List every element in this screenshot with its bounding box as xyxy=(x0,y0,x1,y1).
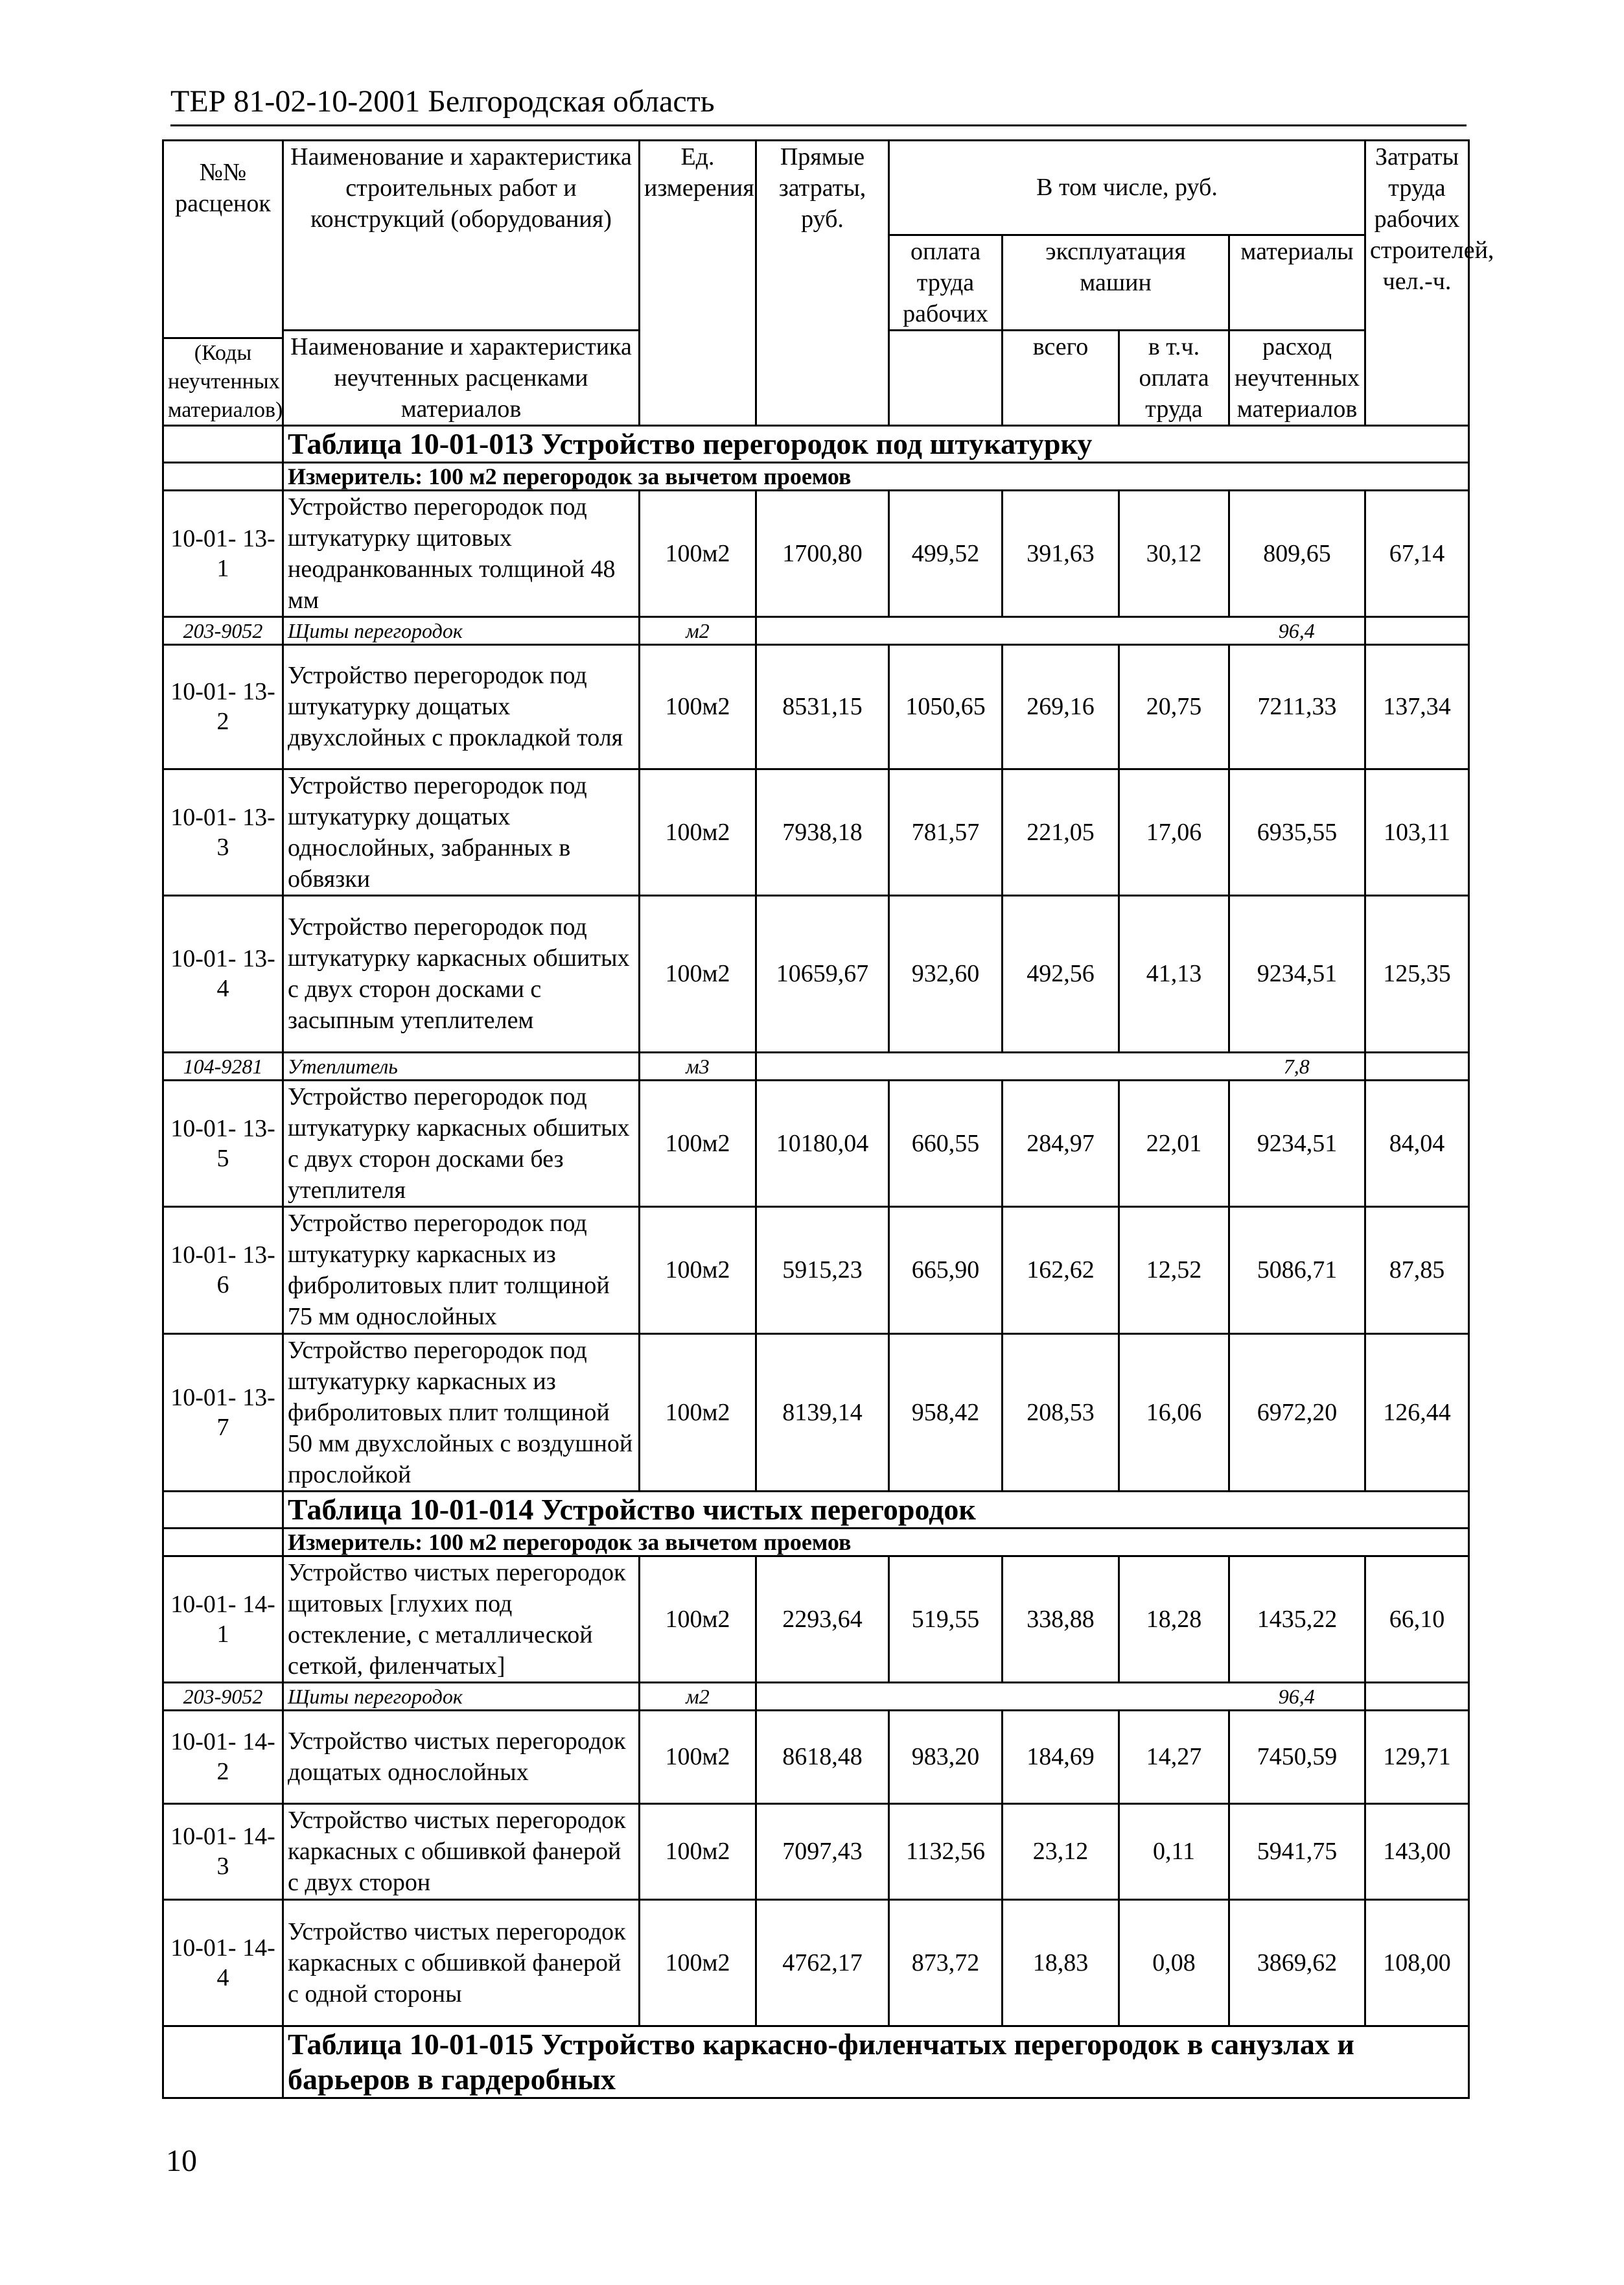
rate-machines-pay: 17,06 xyxy=(1119,769,1229,895)
rate-labor-cost: 103,11 xyxy=(1365,769,1469,895)
rates-table xyxy=(162,139,1494,2099)
rate-labor-cost: 125,35 xyxy=(1365,895,1469,1052)
rate-direct-cost: 1700,80 xyxy=(756,490,889,616)
rate-unit: 100м2 xyxy=(640,1333,756,1491)
material-unit: м3 xyxy=(640,1052,756,1080)
rate-row xyxy=(163,1206,1469,1333)
material-code: 203-9052 xyxy=(163,616,283,644)
empty-code-cell xyxy=(163,2026,283,2098)
rate-unit: 100м2 xyxy=(640,1556,756,1682)
col-header-direct: Прямые затраты, руб. xyxy=(756,141,889,426)
table-title-row xyxy=(163,2026,1469,2098)
col-header-unit: Ед. измерения xyxy=(640,141,756,426)
rate-unit: 100м2 xyxy=(640,644,756,769)
rate-labor-pay: 499,52 xyxy=(889,490,1003,616)
rate-name: Устройство чистых перегородок каркасных с обшивкой фанерой с одной стороны xyxy=(283,1899,640,2026)
material-consumption: 96,4 xyxy=(1229,1682,1365,1710)
rate-direct-cost: 2293,64 xyxy=(756,1556,889,1682)
measure-row xyxy=(163,1528,1469,1556)
rate-machines-pay: 18,28 xyxy=(1119,1556,1229,1682)
rate-machines-total: 391,63 xyxy=(1003,490,1119,616)
rate-direct-cost: 8618,48 xyxy=(756,1710,889,1803)
col-header-incl: В том числе, руб. xyxy=(889,141,1365,235)
rate-row xyxy=(163,1080,1469,1206)
rate-row xyxy=(163,490,1469,616)
material-blank xyxy=(756,616,1229,644)
rate-materials: 7211,33 xyxy=(1229,644,1365,769)
rate-machines-pay: 0,11 xyxy=(1119,1803,1229,1899)
col-header-machines: эксплуатация машин xyxy=(1003,235,1229,330)
rate-machines-total: 18,83 xyxy=(1003,1899,1119,2026)
rate-labor-cost: 84,04 xyxy=(1365,1080,1469,1206)
rate-unit: 100м2 xyxy=(640,895,756,1052)
rate-name: Устройство перегородок под штукатурку каркасных обшитых с двух сторон досками с засыпным утеплителем xyxy=(283,895,640,1052)
rate-labor-pay: 958,42 xyxy=(889,1333,1003,1491)
rate-direct-cost: 4762,17 xyxy=(756,1899,889,2026)
rate-code: 10-01- 14-1 xyxy=(163,1556,283,1682)
material-name: Щиты перегородок xyxy=(283,616,640,644)
rate-name: Устройство перегородок под штукатурку щитовых неодранкованных толщиной 48 мм xyxy=(283,490,640,616)
table-title: Таблица 10-01-013 Устройство перегородок под штукатурку xyxy=(283,425,1469,462)
rate-labor-pay: 781,57 xyxy=(889,769,1003,895)
rate-machines-pay: 41,13 xyxy=(1119,895,1229,1052)
rate-machines-pay: 14,27 xyxy=(1119,1710,1229,1803)
rate-code: 10-01- 14-3 xyxy=(163,1803,283,1899)
col-header-code-materials: (Коды неучтенных материалов) xyxy=(164,337,282,425)
material-blank-end xyxy=(1365,1052,1469,1080)
rate-direct-cost: 10659,67 xyxy=(756,895,889,1052)
rate-machines-total: 492,56 xyxy=(1003,895,1119,1052)
rate-name: Устройство чистых перегородок щитовых [глухих под остекление, с металлической сеткой, филенчатых] xyxy=(283,1556,640,1682)
rate-unit: 100м2 xyxy=(640,769,756,895)
rate-unit: 100м2 xyxy=(640,1080,756,1206)
document-header: ТЕР 81-02-10-2001 Белгородская область xyxy=(170,79,1467,126)
material-row xyxy=(163,1682,1469,1710)
rate-materials: 9234,51 xyxy=(1229,895,1365,1052)
col-header-machines-total: всего xyxy=(1003,330,1119,425)
rate-labor-pay: 660,55 xyxy=(889,1080,1003,1206)
material-unit: м2 xyxy=(640,616,756,644)
rate-row xyxy=(163,895,1469,1052)
table-title: Таблица 10-01-015 Устройство каркасно-филенчатых перегородок в санузлах и барьеров в гардеробных xyxy=(283,2026,1469,2098)
rate-name: Устройство перегородок под штукатурку дощатых однослойных, забранных в обвязки xyxy=(283,769,640,895)
col-header-name: Наименование и характеристика строительных работ и конструкций (оборудования) xyxy=(283,141,640,235)
rate-code: 10-01- 13-1 xyxy=(163,490,283,616)
measure-text: Измеритель: 100 м2 перегородок за вычетом проемов xyxy=(283,462,1469,490)
material-consumption: 96,4 xyxy=(1229,616,1365,644)
rate-materials: 9234,51 xyxy=(1229,1080,1365,1206)
material-name: Утеплитель xyxy=(283,1052,640,1080)
rate-materials: 3869,62 xyxy=(1229,1899,1365,2026)
rate-materials: 6935,55 xyxy=(1229,769,1365,895)
rate-machines-pay: 0,08 xyxy=(1119,1899,1229,2026)
material-row xyxy=(163,616,1469,644)
col-header-materials-consumption: расход неучтенных материалов xyxy=(1229,330,1365,425)
measure-text: Измеритель: 100 м2 перегородок за вычетом проемов xyxy=(283,1528,1469,1556)
rate-labor-pay: 932,60 xyxy=(889,895,1003,1052)
rate-labor-pay: 519,55 xyxy=(889,1556,1003,1682)
table-title-row xyxy=(163,1491,1469,1528)
material-blank-end xyxy=(1365,616,1469,644)
material-blank xyxy=(756,1052,1229,1080)
rate-machines-pay: 22,01 xyxy=(1119,1080,1229,1206)
col-header-code: №№ расценок xyxy=(163,141,283,235)
rate-materials: 5941,75 xyxy=(1229,1803,1365,1899)
table-title-row xyxy=(163,425,1469,462)
rate-machines-total: 221,05 xyxy=(1003,769,1119,895)
rate-unit: 100м2 xyxy=(640,1710,756,1803)
material-row xyxy=(163,1052,1469,1080)
rate-labor-cost: 137,34 xyxy=(1365,644,1469,769)
rate-row xyxy=(163,644,1469,769)
rate-unit: 100м2 xyxy=(640,1206,756,1333)
rate-labor-cost: 66,10 xyxy=(1365,1556,1469,1682)
rate-name: Устройство перегородок под штукатурку каркасных обшитых с двух сторон досками без утеплителя xyxy=(283,1080,640,1206)
rate-machines-pay: 20,75 xyxy=(1119,644,1229,769)
rate-direct-cost: 8531,15 xyxy=(756,644,889,769)
col-header-labor-pay: оплата труда рабочих xyxy=(889,235,1003,330)
rate-name: Устройство перегородок под штукатурку каркасных из фибролитовых плит толщиной 75 мм однослойных xyxy=(283,1206,640,1333)
rate-machines-pay: 12,52 xyxy=(1119,1206,1229,1333)
rate-machines-total: 338,88 xyxy=(1003,1556,1119,1682)
rate-materials: 5086,71 xyxy=(1229,1206,1365,1333)
rate-materials: 1435,22 xyxy=(1229,1556,1365,1682)
measure-row xyxy=(163,462,1469,490)
rate-machines-total: 269,16 xyxy=(1003,644,1119,769)
rate-materials: 6972,20 xyxy=(1229,1333,1365,1491)
rate-labor-pay: 665,90 xyxy=(889,1206,1003,1333)
rate-code: 10-01- 14-4 xyxy=(163,1899,283,2026)
rate-labor-cost: 87,85 xyxy=(1365,1206,1469,1333)
rate-labor-pay: 983,20 xyxy=(889,1710,1003,1803)
rate-code: 10-01- 13-2 xyxy=(163,644,283,769)
rate-labor-cost: 126,44 xyxy=(1365,1333,1469,1491)
rate-code: 10-01- 13-7 xyxy=(163,1333,283,1491)
rate-direct-cost: 7097,43 xyxy=(756,1803,889,1899)
col-header-name-materials: Наименование и характеристика неучтенных расценками материалов xyxy=(284,329,638,425)
rate-unit: 100м2 xyxy=(640,490,756,616)
empty-code-cell xyxy=(163,462,283,490)
rate-labor-cost: 129,71 xyxy=(1365,1710,1469,1803)
material-consumption: 7,8 xyxy=(1229,1052,1365,1080)
rate-machines-total: 23,12 xyxy=(1003,1803,1119,1899)
page-number: 10 xyxy=(166,2144,197,2178)
rate-labor-cost: 143,00 xyxy=(1365,1803,1469,1899)
rate-labor-pay: 1050,65 xyxy=(889,644,1003,769)
rate-machines-total: 162,62 xyxy=(1003,1206,1119,1333)
rate-code: 10-01- 13-3 xyxy=(163,769,283,895)
rate-code: 10-01- 13-6 xyxy=(163,1206,283,1333)
header-row-1 xyxy=(163,141,1469,235)
rate-code: 10-01- 13-4 xyxy=(163,895,283,1052)
rate-direct-cost: 5915,23 xyxy=(756,1206,889,1333)
col-header-labor-cost: Затраты труда рабочих строителей, чел.-ч. xyxy=(1365,141,1469,426)
empty-code-cell xyxy=(163,1528,283,1556)
col-header-materials: материалы xyxy=(1229,235,1365,330)
rate-labor-pay: 1132,56 xyxy=(889,1803,1003,1899)
material-code: 203-9052 xyxy=(163,1682,283,1710)
empty-code-cell xyxy=(163,1491,283,1528)
rate-machines-pay: 16,06 xyxy=(1119,1333,1229,1491)
rate-row xyxy=(163,1556,1469,1682)
rate-machines-pay: 30,12 xyxy=(1119,490,1229,616)
material-code: 104-9281 xyxy=(163,1052,283,1080)
rate-direct-cost: 7938,18 xyxy=(756,769,889,895)
rate-labor-pay: 873,72 xyxy=(889,1899,1003,2026)
col-header-machines-pay: в т.ч. оплата труда xyxy=(1119,330,1229,425)
rate-labor-cost: 108,00 xyxy=(1365,1899,1469,2026)
table-title: Таблица 10-01-014 Устройство чистых перегородок xyxy=(283,1491,1469,1528)
material-name: Щиты перегородок xyxy=(283,1682,640,1710)
rate-unit: 100м2 xyxy=(640,1899,756,2026)
rate-materials: 7450,59 xyxy=(1229,1710,1365,1803)
rate-row xyxy=(163,1899,1469,2026)
material-unit: м2 xyxy=(640,1682,756,1710)
rate-machines-total: 208,53 xyxy=(1003,1333,1119,1491)
empty-code-cell xyxy=(163,425,283,462)
rate-machines-total: 284,97 xyxy=(1003,1080,1119,1206)
rate-code: 10-01- 14-2 xyxy=(163,1710,283,1803)
rate-row xyxy=(163,769,1469,895)
rate-row xyxy=(163,1333,1469,1491)
rate-row xyxy=(163,1803,1469,1899)
rate-unit: 100м2 xyxy=(640,1803,756,1899)
rate-direct-cost: 10180,04 xyxy=(756,1080,889,1206)
rate-name: Устройство перегородок под штукатурку каркасных из фибролитовых плит толщиной 50 мм двухслойных с воздушной прослойкой xyxy=(283,1333,640,1491)
rate-name: Устройство чистых перегородок дощатых однослойных xyxy=(283,1710,640,1803)
rate-name: Устройство перегородок под штукатурку дощатых двухслойных с прокладкой толя xyxy=(283,644,640,769)
rate-machines-total: 184,69 xyxy=(1003,1710,1119,1803)
material-blank-end xyxy=(1365,1682,1469,1710)
rate-labor-cost: 67,14 xyxy=(1365,490,1469,616)
material-blank xyxy=(756,1682,1229,1710)
rate-direct-cost: 8139,14 xyxy=(756,1333,889,1491)
rate-name: Устройство чистых перегородок каркасных с обшивкой фанерой с двух сторон xyxy=(283,1803,640,1899)
rate-materials: 809,65 xyxy=(1229,490,1365,616)
rate-code: 10-01- 13-5 xyxy=(163,1080,283,1206)
rate-row xyxy=(163,1710,1469,1803)
